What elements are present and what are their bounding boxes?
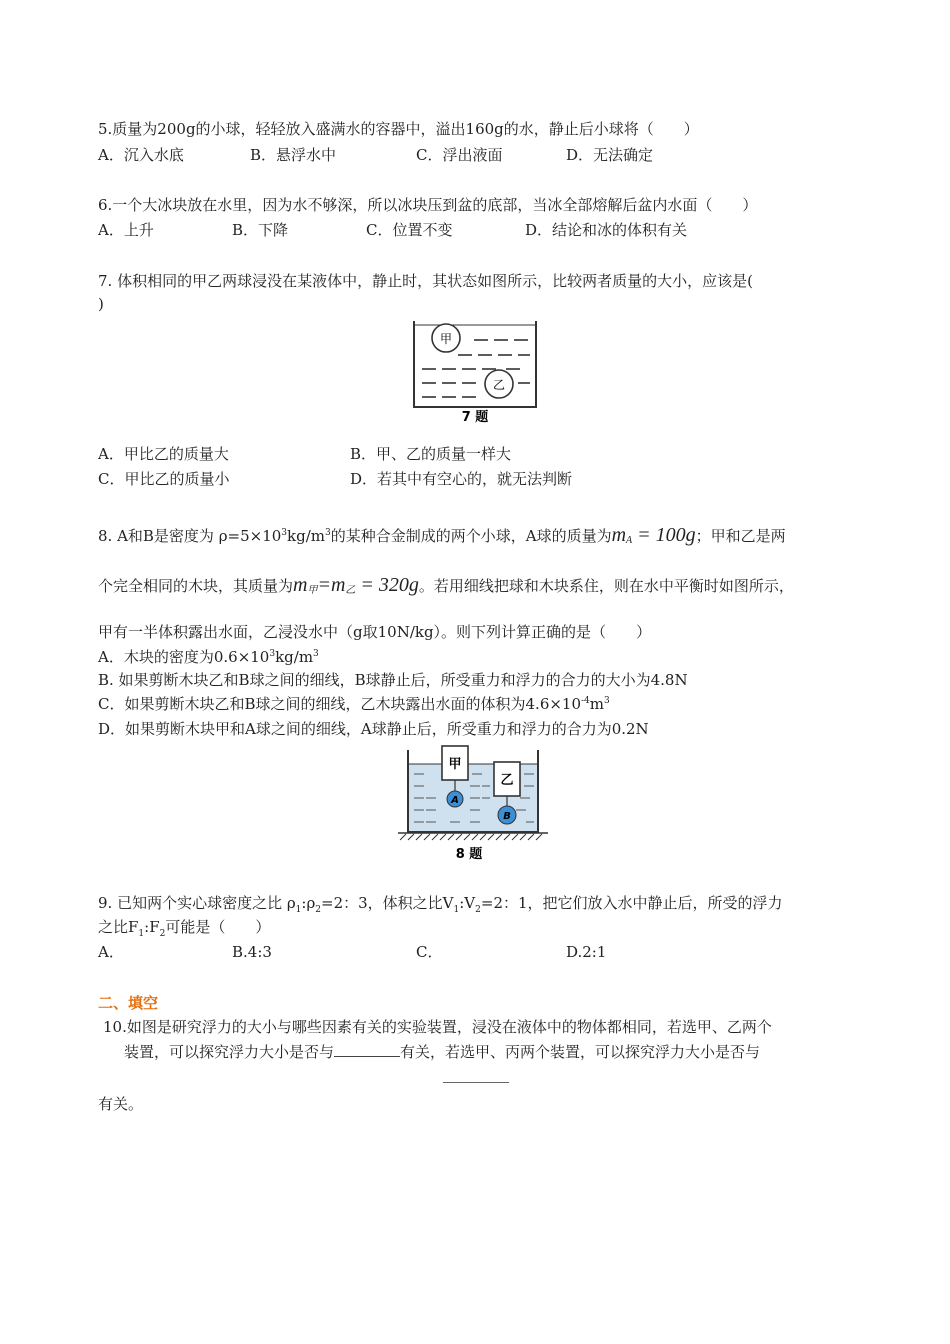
q9-option-c: C． xyxy=(416,943,443,961)
q8-line2: 个完全相同的木块，其质量为$m_甲=m_乙 = 320g$。若用细线把球和木块系住，则在水中平衡时如图所示， xyxy=(98,574,794,596)
q7-option-a: A．甲比乙的质量大 xyxy=(98,445,229,463)
q6-option-a: A．上升 xyxy=(98,221,154,239)
q10-blank-2[interactable] xyxy=(443,1082,509,1083)
ball-b-label: B xyxy=(503,811,511,822)
q9-option-b: B.4:3 xyxy=(232,943,272,961)
block-jia-label: 甲 xyxy=(448,757,462,772)
q10-blank-1[interactable] xyxy=(334,1042,400,1057)
q8-fig-caption: 8 题 xyxy=(455,847,483,862)
q6-option-b: B．下降 xyxy=(232,221,289,239)
q5-stem: 5.质量为200g的小球，轻轻放入盛满水的容器中，溢出160g的水，静止后小球将（ ） xyxy=(98,120,699,138)
q7-option-b: B．甲、乙的质量一样大 xyxy=(350,445,512,463)
q9-option-a: A． xyxy=(98,943,124,961)
q8-figure xyxy=(396,742,554,864)
q7-stem-line1: 7. 体积相同的甲乙两球浸没在某液体中，静止时，其状态如图所示，比较两者质量的大小，应该是( xyxy=(98,272,753,290)
q8-math-mjia: $m_甲=m_乙 = 320g$ xyxy=(293,574,419,596)
q5-option-c: C．浮出液面 xyxy=(416,146,503,164)
q7-option-d: D．若其中有空心的，就无法判断 xyxy=(350,470,573,488)
ball-jia-label: 甲 xyxy=(439,332,453,346)
q9-line1: 9. 已知两个实心球密度之比 $\rho_1:\rho_2=2$：3，体积之比$V_1:V_2=2$：1，把它们放入水中静止后，所受的浮力 xyxy=(98,894,783,915)
ball-a-label: A xyxy=(451,795,459,806)
q6-stem: 6.一个大冰块放在水里，因为水不够深，所以冰块压到盆的底部，当冰全部熔解后盆内水面（ ） xyxy=(98,196,758,214)
q7-fig-caption: 7 题 xyxy=(461,410,489,425)
q8-line3: 甲有一半体积露出水面，乙浸没水中（g取10N/kg）。则下列计算正确的是（ ） xyxy=(98,623,652,641)
block-yi-label: 乙 xyxy=(500,773,514,788)
q8-option-c: C．如果剪断木块乙和B球之间的细线，乙木块露出水面的体积为$4.6\times 10^{-4}m^3$ xyxy=(98,695,610,713)
q10-line4: 有关。 xyxy=(98,1095,144,1113)
q10-line1: 10.如图是研究浮力的大小与哪些因素有关的实验装置，浸没在液体中的物体都相同，若选甲、乙两个 xyxy=(103,1018,772,1036)
q8-math-ma: $m_A = 100g$ xyxy=(611,524,696,546)
q7-stem-line2: ) xyxy=(98,295,104,313)
q8-option-d: D．如果剪断木块甲和A球之间的细线，A球静止后，所受重力和浮力的合力为0.2N xyxy=(98,720,649,738)
q5-option-a: A．沉入水底 xyxy=(98,146,184,164)
q8-option-a: A．木块的密度为$0.6\times 10^3kg/m^3$ xyxy=(98,648,319,666)
q6-option-c: C．位置不变 xyxy=(366,221,453,239)
q5-option-b: B．悬浮水中 xyxy=(250,146,337,164)
q8-line1: 8. A和B是密度为 $\rho=5\times 10^3kg/m^3$的某种合金制成的两个小球，A球的质量为$m_A = 100g$；甲和乙是两 xyxy=(98,524,786,546)
q7-figure xyxy=(408,315,543,425)
ball-yi-label: 乙 xyxy=(492,378,506,392)
q9-line2: 之比$F_1:F_2$可能是（ ） xyxy=(98,918,271,939)
q9-option-d: D.2:1 xyxy=(566,943,607,961)
q8-option-b: B. 如果剪断木块乙和B球之间的细线，B球静止后，所受重力和浮力的合力的大小为4.8N xyxy=(98,671,688,689)
section-heading: 二、填空 xyxy=(98,994,159,1012)
q6-option-d: D．结论和冰的体积有关 xyxy=(525,221,688,239)
q5-option-d: D．无法确定 xyxy=(566,146,654,164)
q7-option-c: C．甲比乙的质量小 xyxy=(98,470,230,488)
q10-line2: 装置，可以探究浮力大小是否与 有关，若选甲、丙两个装置，可以探究浮力大小是否与 xyxy=(124,1043,761,1061)
